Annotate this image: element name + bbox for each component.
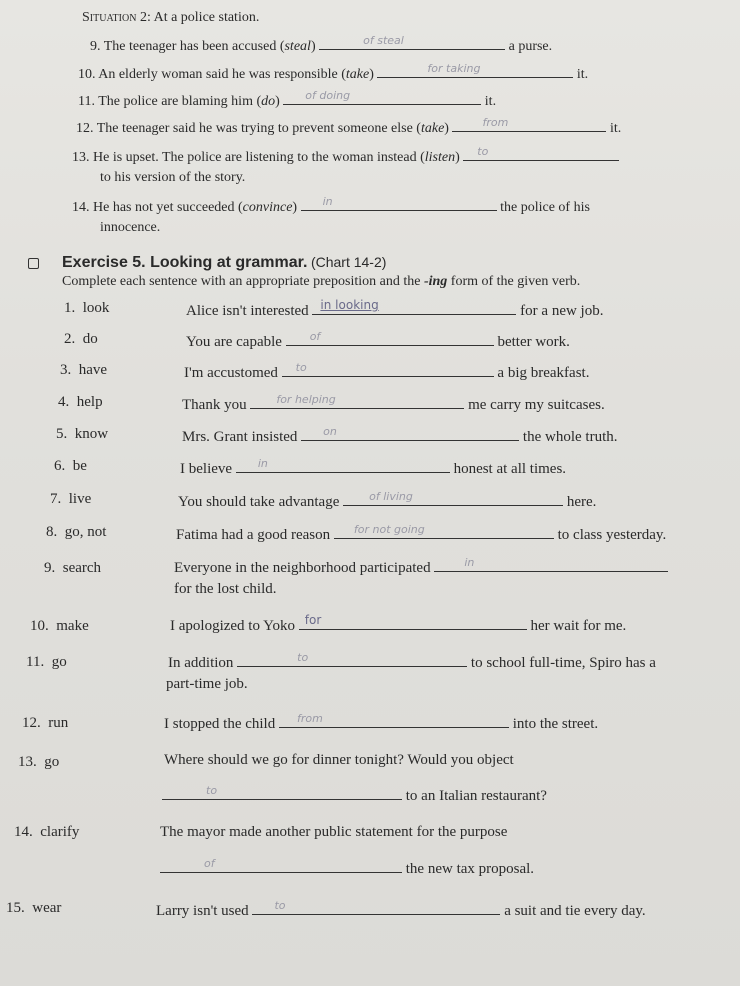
handwritten-answer: of steal <box>363 34 404 47</box>
answer-blank[interactable] <box>301 196 497 211</box>
handwritten-answer: for helping <box>276 393 336 406</box>
handwritten-answer: on <box>323 425 337 438</box>
handwritten-answer: from <box>296 712 323 725</box>
handwritten-answer: to <box>297 651 309 664</box>
exercise-checkbox[interactable] <box>28 258 39 269</box>
handwritten-answer: in looking <box>320 298 379 312</box>
item-verb: 14. clarify <box>14 824 80 840</box>
exercise-item-14: The mayor made another public statement for the purpose <box>160 824 508 840</box>
exercise-header <box>62 254 386 272</box>
exercise-item-7: You should take advantage of living here. <box>178 490 597 510</box>
handwritten-answer: of <box>309 330 321 343</box>
exercise-item-14-line2: of the new tax proposal. <box>160 858 534 878</box>
answer-blank[interactable] <box>283 90 481 105</box>
handwritten-answer: of living <box>369 490 413 503</box>
answer-blank[interactable] <box>312 300 516 315</box>
answer-blank[interactable] <box>452 117 606 132</box>
exercise-chart-ref: (Chart 14-2) <box>310 254 387 270</box>
answer-blank[interactable] <box>279 713 509 728</box>
situation-header <box>82 10 259 26</box>
item-verb: 6. be <box>54 458 87 474</box>
answer-blank[interactable] <box>286 331 494 346</box>
item-verb: 1. look <box>64 300 110 316</box>
situation-item-13-continuation: to his version of the story. <box>100 170 246 185</box>
exercise-item-13: Where should we go for dinner tonight? Would you object <box>164 752 514 768</box>
answer-blank[interactable] <box>463 146 619 161</box>
item-verb: 8. go, not <box>46 524 107 540</box>
exercise-item-3: I'm accustomed to a big breakfast. <box>184 361 590 381</box>
item-verb: 13. go <box>18 754 60 770</box>
answer-blank[interactable] <box>160 858 402 873</box>
answer-blank[interactable] <box>162 785 402 800</box>
situation-label: Situation 2: <box>82 10 151 25</box>
handwritten-answer: for taking <box>427 62 481 75</box>
exercise-item-9: Everyone in the neighborhood participated in <box>174 557 668 577</box>
handwritten-answer: of <box>204 857 215 870</box>
situation-item-14-continuation: innocence. <box>100 220 161 235</box>
exercise-item-13-line2: to to an Italian restaurant? <box>162 785 547 805</box>
answer-blank[interactable] <box>334 524 554 539</box>
answer-blank[interactable] <box>236 458 450 473</box>
handwritten-answer: in <box>464 556 475 569</box>
handwritten-answer: for <box>304 613 322 627</box>
exercise-item-12: I stopped the child from into the street. <box>164 712 599 732</box>
situation-item-9: 9. The teenager has been accused (steal) of steal a purse. <box>90 34 553 54</box>
answer-blank[interactable] <box>250 394 464 409</box>
exercise-item-2: You are capable of better work. <box>186 330 570 350</box>
item-verb: 10. make <box>30 618 89 634</box>
item-verb: 9. search <box>44 560 102 576</box>
answer-blank[interactable] <box>434 557 668 572</box>
answer-blank[interactable] <box>301 426 519 441</box>
item-verb: 3. have <box>60 362 108 378</box>
exercise-item-8: Fatima had a good reason for not going to class yesterday. <box>176 523 667 543</box>
answer-blank[interactable] <box>252 900 500 915</box>
handwritten-answer: to <box>295 361 307 374</box>
exercise-item-11-continuation: part-time job. <box>166 676 248 692</box>
exercise-item-9-continuation: for the lost child. <box>174 581 277 597</box>
item-verb: 12. run <box>22 715 69 731</box>
exercise-item-1: Alice isn't interested in looking for a new job. <box>186 298 604 319</box>
handwritten-answer: in <box>257 457 268 470</box>
exercise-item-6: I believe in honest at all times. <box>180 457 567 477</box>
situation-item-12: 12. The teenager said he was trying to prevent someone else (take) from it. <box>76 116 622 136</box>
answer-blank[interactable] <box>282 362 494 377</box>
situation-item-13: 13. He is upset. The police are listening to the woman instead (listen) to <box>72 146 619 166</box>
situation-item-11: 11. The police are blaming him (do) of doing it. <box>78 89 497 109</box>
situation-item-10: 10. An elderly woman said he was responsible (take) for taking it. <box>78 62 589 82</box>
answer-blank[interactable] <box>377 63 573 78</box>
handwritten-answer: of doing <box>305 89 351 102</box>
exercise-instruction: Complete each sentence with an appropriate preposition and the -ing form of the given verb. <box>62 274 581 289</box>
handwritten-answer: in <box>322 195 333 208</box>
answer-blank[interactable] <box>299 615 527 630</box>
exercise-item-10: I apologized to Yoko for her wait for me. <box>170 613 627 634</box>
exercise-item-5: Mrs. Grant insisted on the whole truth. <box>182 425 618 445</box>
item-verb: 4. help <box>58 394 103 410</box>
item-verb: 11. go <box>26 654 67 670</box>
situation-item-14: 14. He has not yet succeeded (convince) in the police of his <box>72 195 590 215</box>
handwritten-answer: to <box>477 145 489 158</box>
handwritten-answer: from <box>482 116 509 129</box>
handwritten-answer: to <box>274 899 286 912</box>
answer-blank[interactable] <box>343 491 563 506</box>
exercise-title: Exercise 5. Looking at grammar. <box>62 254 308 271</box>
exercise-item-11: In addition to to school full-time, Spiro has a <box>168 651 656 671</box>
answer-blank[interactable] <box>319 35 505 50</box>
item-verb: 15. wear <box>6 900 62 916</box>
item-verb: 7. live <box>50 491 92 507</box>
handwritten-answer: for not going <box>353 523 425 536</box>
answer-blank[interactable] <box>237 652 467 667</box>
item-verb: 5. know <box>56 426 109 442</box>
exercise-item-4: Thank you for helping me carry my suitcases. <box>182 393 605 413</box>
item-verb: 2. do <box>64 331 98 347</box>
situation-title: At a police station. <box>153 10 260 25</box>
exercise-item-15: Larry isn't used to a suit and tie every day. <box>156 899 646 919</box>
handwritten-answer: to <box>206 784 218 797</box>
